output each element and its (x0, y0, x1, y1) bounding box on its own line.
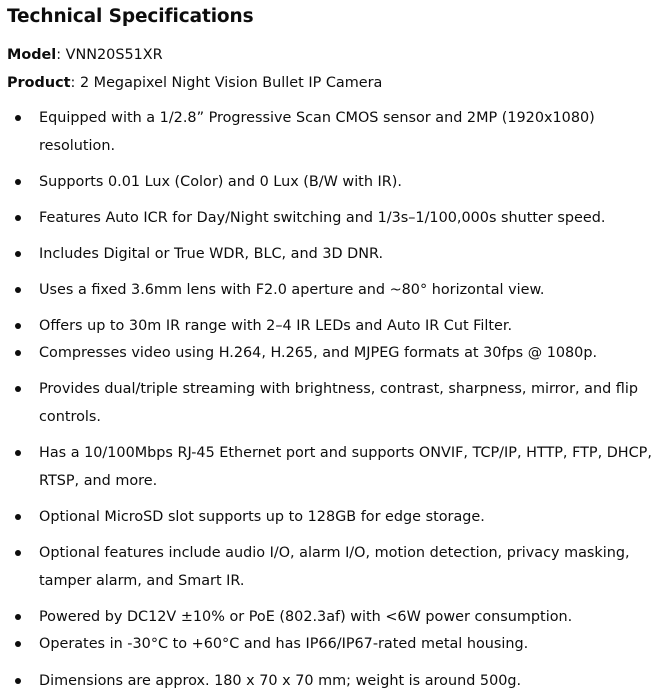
model-value: VNN20S51XR (65, 47, 163, 63)
spec-line: Optional MicroSD slot supports up to 128GB for edge storage. (39, 509, 485, 525)
spec-line: Features Auto ICR for Day/Night switching and 1/3s–1/100,000s shutter speed. (39, 210, 606, 226)
spec-line: RTSP, and more. (39, 473, 158, 489)
spec-item-icr (39, 204, 651, 232)
spec-line: controls. (39, 409, 101, 425)
spec-item-optional-features (39, 539, 651, 595)
spec-line: Optional features include audio I/O, alarm I/O, motion detection, privacy masking, (39, 545, 630, 561)
spec-line: Offers up to 30m IR range with 2–4 IR LEDs and Auto IR Cut Filter. (39, 318, 513, 334)
spec-item-environment (39, 630, 651, 658)
model-row (7, 45, 163, 65)
spec-line: Dimensions are approx. 180 x 70 x 70 mm; weight is around 500g. (39, 673, 522, 689)
spec-item-lux (39, 168, 651, 196)
spec-line: resolution. (39, 138, 116, 154)
model-sep: : (56, 47, 66, 63)
product-row (7, 73, 382, 93)
spec-line: Compresses video using H.264, H.265, and MJPEG formats at 30fps @ 1080p. (39, 345, 598, 361)
product-value: 2 Megapixel Night Vision Bullet IP Camera (79, 75, 383, 91)
model-label: Model (7, 47, 57, 63)
spec-item-dimensions (39, 667, 651, 695)
spec-line: Operates in -30°C to +60°C and has IP66/IP67-rated metal housing. (39, 636, 529, 652)
product-label: Product (7, 75, 71, 91)
spec-item-power (39, 603, 651, 631)
spec-line: Equipped with a 1/2.8” Progressive Scan CMOS sensor and 2MP (1920x1080) (39, 110, 595, 126)
spec-line: tamper alarm, and Smart IR. (39, 573, 245, 589)
spec-item-network (39, 439, 651, 495)
spec-item-sensor (39, 104, 651, 160)
page-title: Technical Specifications (7, 6, 254, 27)
spec-line: Powered by DC12V ±10% or PoE (802.3af) with <6W power consumption. (39, 609, 573, 625)
spec-line: Provides dual/triple streaming with brightness, contrast, sharpness, mirror, and flip (39, 381, 638, 397)
spec-item-lens (39, 276, 651, 304)
spec-item-streaming (39, 375, 651, 431)
spec-line: Includes Digital or True WDR, BLC, and 3D DNR. (39, 246, 384, 262)
spec-item-storage (39, 503, 651, 531)
spec-line: Supports 0.01 Lux (Color) and 0 Lux (B/W with IR). (39, 174, 402, 190)
spec-line: Has a 10/100Mbps RJ-45 Ethernet port and supports ONVIF, TCP/IP, HTTP, FTP, DHCP, (39, 445, 652, 461)
spec-item-wdr (39, 240, 651, 268)
spec-item-ir-range (39, 312, 651, 340)
spec-item-compression (39, 339, 651, 367)
product-sep: : (70, 75, 80, 91)
spec-line: Uses a fixed 3.6mm lens with F2.0 aperture and ~80° horizontal view. (39, 282, 545, 298)
